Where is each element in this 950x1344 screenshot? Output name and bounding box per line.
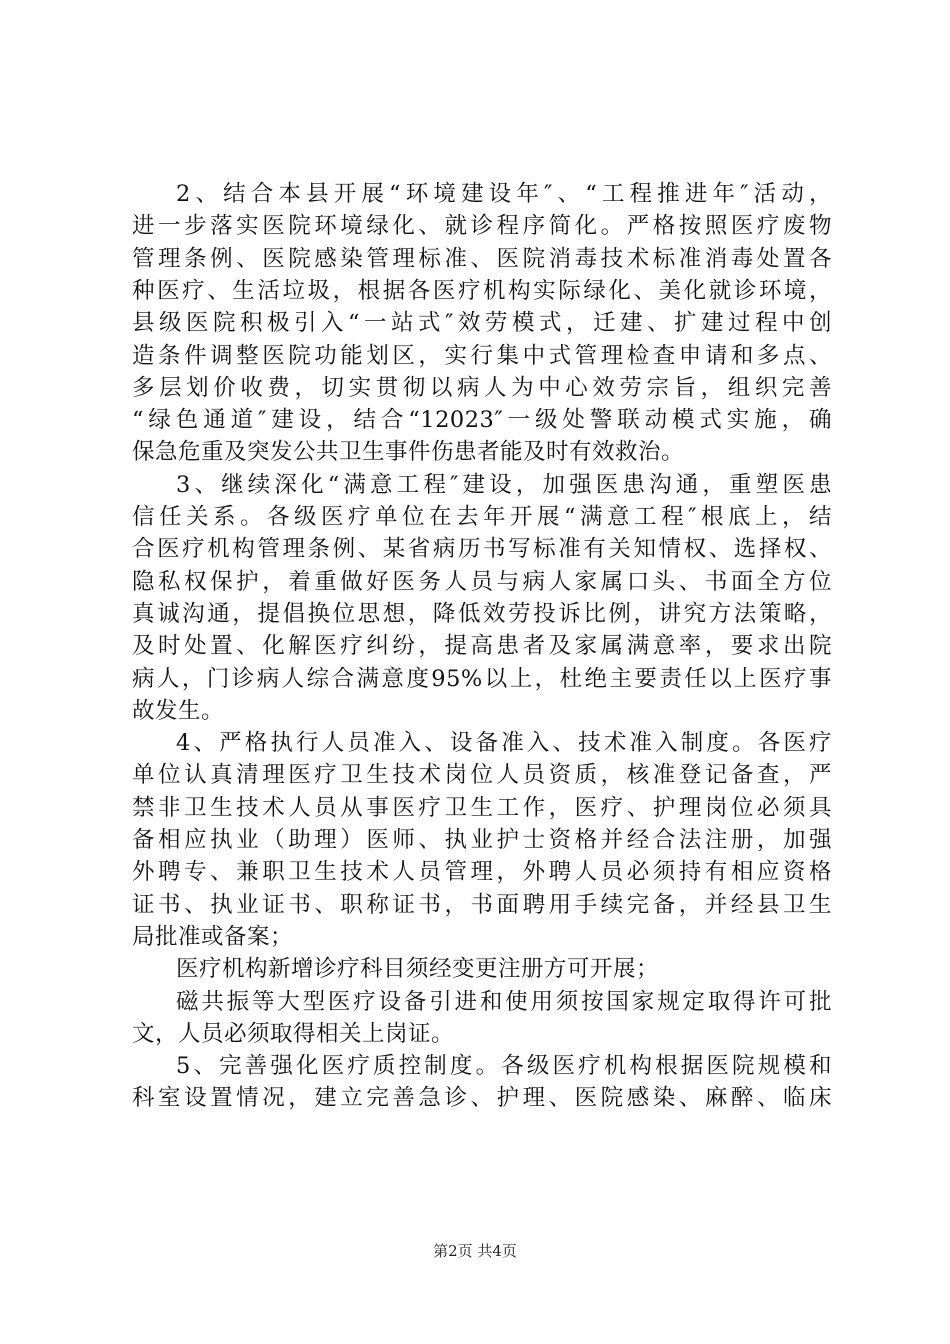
text-line: 县级医院积极引入“一站式″效劳模式，迁建、扩建过程中创 xyxy=(132,310,832,337)
text-line: 信任关系。各级医疗单位在去年开展“满意工程″根底上，结 xyxy=(132,504,832,530)
text-line: 局批准或备案； xyxy=(132,923,294,950)
text-line: 种医疗、生活垃圾，根据各医疗机构实际绿化、美化就诊环境， xyxy=(132,277,832,304)
text-line: 保急危重及突发公共卫生事件伤患者能及时有效救治。 xyxy=(132,439,685,466)
text-line: 多层划价收费，切实贯彻以病人为中心效劳宗旨，组织完善 xyxy=(132,374,832,401)
text-line: 病人，门诊病人综合满意度95%以上，杜绝主要责任以上医疗事 xyxy=(132,665,832,692)
page-footer: 第2页 共4页 xyxy=(433,1242,517,1260)
text-line: 2、结合本县开展“环境建设年″、“工程推进年″活动， xyxy=(176,181,832,207)
text-line: 隐私权保护，着重做好医务人员与病人家属口头、书面全方位 xyxy=(132,568,832,595)
text-line: 造条件调整医院功能划区，实行集中式管理检查申请和多点、 xyxy=(132,342,832,369)
text-line: 故发生。 xyxy=(132,697,225,724)
text-line: 3、继续深化“满意工程″建设，加强医患沟通，重塑医患 xyxy=(176,471,832,498)
text-line: 磁共振等大型医疗设备引进和使用须按国家规定取得许可批 xyxy=(176,988,832,1015)
text-line: 医疗机构新增诊疗科目须经变更注册方可开展； xyxy=(176,956,660,983)
text-line: 单位认真清理医疗卫生技术岗位人员资质，核准登记备查，严 xyxy=(132,762,832,789)
text-line: 文，人员必须取得相关上岗证。 xyxy=(132,1020,455,1047)
text-line: 4、严格执行人员准入、设备准入、技术准入制度。各医疗 xyxy=(176,730,832,757)
text-line: 科室设置情况，建立完善急诊、护理、医院感染、麻醉、临床 xyxy=(132,1085,832,1112)
text-line: “绿色通道″建设，结合“12023″一级处警联动模式实施，确 xyxy=(132,407,832,434)
text-line: 备相应执业（助理）医师、执业护士资格并经合法注册，加强 xyxy=(132,827,832,853)
text-line: 合医疗机构管理条例、某省病历书写标准有关知情权、选择权、 xyxy=(132,536,832,563)
text-line: 进一步落实医院环境绿化、就诊程序简化。严格按照医疗废物 xyxy=(132,213,832,240)
text-line: 及时处置、化解医疗纠纷，提高患者及家属满意率，要求出院 xyxy=(132,633,832,660)
text-line: 真诚沟通，提倡换位思想，降低效劳投诉比例，讲究方法策略， xyxy=(132,600,832,627)
text-line: 禁非卫生技术人员从事医疗卫生工作，医疗、护理岗位必须具 xyxy=(132,794,832,821)
text-line: 外聘专、兼职卫生技术人员管理，外聘人员必须持有相应资格 xyxy=(132,859,832,886)
text-line: 证书、执业证书、职称证书，书面聘用手续完备，并经县卫生 xyxy=(132,891,832,918)
text-line: 5、完善强化医疗质控制度。各级医疗机构根据医院规模和 xyxy=(176,1053,832,1080)
text-line: 管理条例、医院感染管理标准、医院消毒技术标准消毒处置各 xyxy=(132,245,832,272)
